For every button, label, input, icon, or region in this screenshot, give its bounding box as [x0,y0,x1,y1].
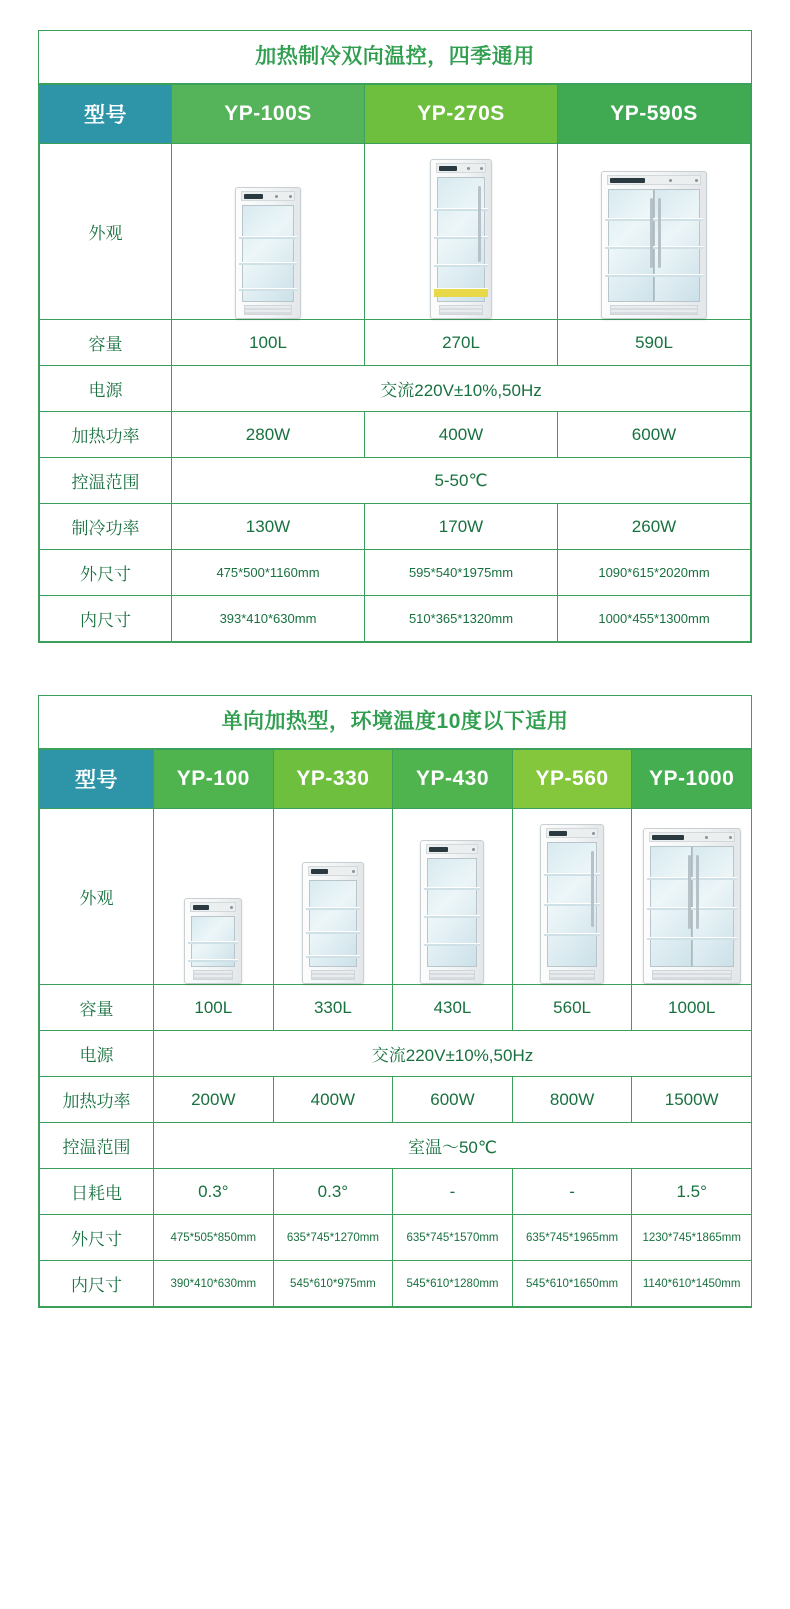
cell-daily-yp430: - [393,1169,513,1215]
product-image-yp560 [512,809,632,985]
cell-heating-yp100s: 280W [172,412,365,458]
cell-inner-dim-yp100: 390*410*630mm [154,1261,274,1307]
cell-temp-range-all-2: 室温～50℃ [154,1123,752,1169]
header-cell-model: 型号 [40,85,172,144]
cell-outer-dim-yp1000: 1230*745*1865mm [632,1215,752,1261]
cell-capacity-yp100s: 100L [172,320,365,366]
spec-block-heating-only [38,695,752,1308]
header-cell-yp100: YP-100 [154,750,274,809]
cell-inner-dim-yp100s: 393*410*630mm [172,596,365,642]
header-cell-model-2: 型号 [40,750,154,809]
table-row-power-1 [40,366,751,412]
cell-capacity-yp100: 100L [154,985,274,1031]
table-row-capacity-2 [40,985,752,1031]
spec-table-1 [39,84,751,642]
cell-inner-dim-yp330: 545*610*975mm [273,1261,393,1307]
table-row-temp-range-2 [40,1123,752,1169]
cell-daily-yp1000: 1.5° [632,1169,752,1215]
spec-block-dual-temp [38,30,752,643]
cell-heating-yp270s: 400W [365,412,558,458]
spec-sheet-page [0,30,790,1609]
cell-outer-dim-yp560: 635*745*1965mm [512,1215,632,1261]
cell-inner-dim-yp270s: 510*365*1320mm [365,596,558,642]
table-row-appearance-2 [40,809,752,985]
cell-capacity-yp560: 560L [512,985,632,1031]
row-label-cooling-power: 制冷功率 [40,504,172,550]
header-cell-yp330: YP-330 [273,750,393,809]
table-row-daily-consumption [40,1169,752,1215]
cell-outer-dim-yp590s: 1090*615*2020mm [558,550,751,596]
table-row-cooling-power-1 [40,504,751,550]
row-label-inner-dim: 内尺寸 [40,596,172,642]
row-label-inner-dim-2: 内尺寸 [40,1261,154,1307]
product-image-yp430 [393,809,513,985]
row-label-temp-range-2: 控温范围 [40,1123,154,1169]
cell-capacity-yp430: 430L [393,985,513,1031]
cell-heating-yp100: 200W [154,1077,274,1123]
header-cell-yp590s: YP-590S [558,85,751,144]
cell-daily-yp560: - [512,1169,632,1215]
cell-heating-yp330: 400W [273,1077,393,1123]
table-row-power-2 [40,1031,752,1077]
cell-capacity-yp1000: 1000L [632,985,752,1031]
block-title-2: 单向加热型，环境温度10度以下适用 [39,696,751,749]
row-label-outer-dim: 外尺寸 [40,550,172,596]
header-cell-yp560: YP-560 [512,750,632,809]
cell-temp-range-all: 5-50℃ [172,458,751,504]
header-cell-yp270s: YP-270S [365,85,558,144]
table-header-row-1 [40,85,751,144]
row-label-heating-power: 加热功率 [40,412,172,458]
product-image-yp270s [365,144,558,320]
row-label-heating-power-2: 加热功率 [40,1077,154,1123]
cell-cooling-yp270s: 170W [365,504,558,550]
cell-cooling-yp100s: 130W [172,504,365,550]
table-row-appearance-1 [40,144,751,320]
cell-heating-yp560: 800W [512,1077,632,1123]
row-label-appearance-2: 外观 [40,809,154,985]
product-image-yp100s [172,144,365,320]
table-header-row-2 [40,750,752,809]
row-label-temp-range: 控温范围 [40,458,172,504]
table-row-capacity-1 [40,320,751,366]
header-cell-yp430: YP-430 [393,750,513,809]
cell-inner-dim-yp430: 545*610*1280mm [393,1261,513,1307]
cell-capacity-yp270s: 270L [365,320,558,366]
table-row-heating-power-2 [40,1077,752,1123]
product-image-yp590s [558,144,751,320]
cell-outer-dim-yp330: 635*745*1270mm [273,1215,393,1261]
cell-power-all: 交流220V±10%,50Hz [172,366,751,412]
cell-inner-dim-yp1000: 1140*610*1450mm [632,1261,752,1307]
row-label-power: 电源 [40,366,172,412]
cell-inner-dim-yp560: 545*610*1650mm [512,1261,632,1307]
cell-power-all-2: 交流220V±10%,50Hz [154,1031,752,1077]
row-label-capacity: 容量 [40,320,172,366]
cell-heating-yp1000: 1500W [632,1077,752,1123]
row-label-outer-dim-2: 外尺寸 [40,1215,154,1261]
block-title-1: 加热制冷双向温控，四季通用 [39,31,751,84]
table-row-outer-dim-1 [40,550,751,596]
row-label-daily-consumption: 日耗电 [40,1169,154,1215]
cell-heating-yp430: 600W [393,1077,513,1123]
table-row-heating-power-1 [40,412,751,458]
table-row-outer-dim-2 [40,1215,752,1261]
cell-daily-yp330: 0.3° [273,1169,393,1215]
table-row-temp-range-1 [40,458,751,504]
table-row-inner-dim-2 [40,1261,752,1307]
row-label-appearance: 外观 [40,144,172,320]
product-image-yp330 [273,809,393,985]
spec-table-2 [39,749,752,1307]
cell-outer-dim-yp270s: 595*540*1975mm [365,550,558,596]
cell-cooling-yp590s: 260W [558,504,751,550]
header-cell-yp100s: YP-100S [172,85,365,144]
cell-capacity-yp330: 330L [273,985,393,1031]
cell-outer-dim-yp430: 635*745*1570mm [393,1215,513,1261]
cell-outer-dim-yp100: 475*505*850mm [154,1215,274,1261]
row-label-power-2: 电源 [40,1031,154,1077]
product-image-yp100 [154,809,274,985]
cell-inner-dim-yp590s: 1000*455*1300mm [558,596,751,642]
cell-heating-yp590s: 600W [558,412,751,458]
header-cell-yp1000: YP-1000 [632,750,752,809]
table-row-inner-dim-1 [40,596,751,642]
product-image-yp1000 [632,809,752,985]
row-label-capacity-2: 容量 [40,985,154,1031]
cell-capacity-yp590s: 590L [558,320,751,366]
cell-outer-dim-yp100s: 475*500*1160mm [172,550,365,596]
cell-daily-yp100: 0.3° [154,1169,274,1215]
